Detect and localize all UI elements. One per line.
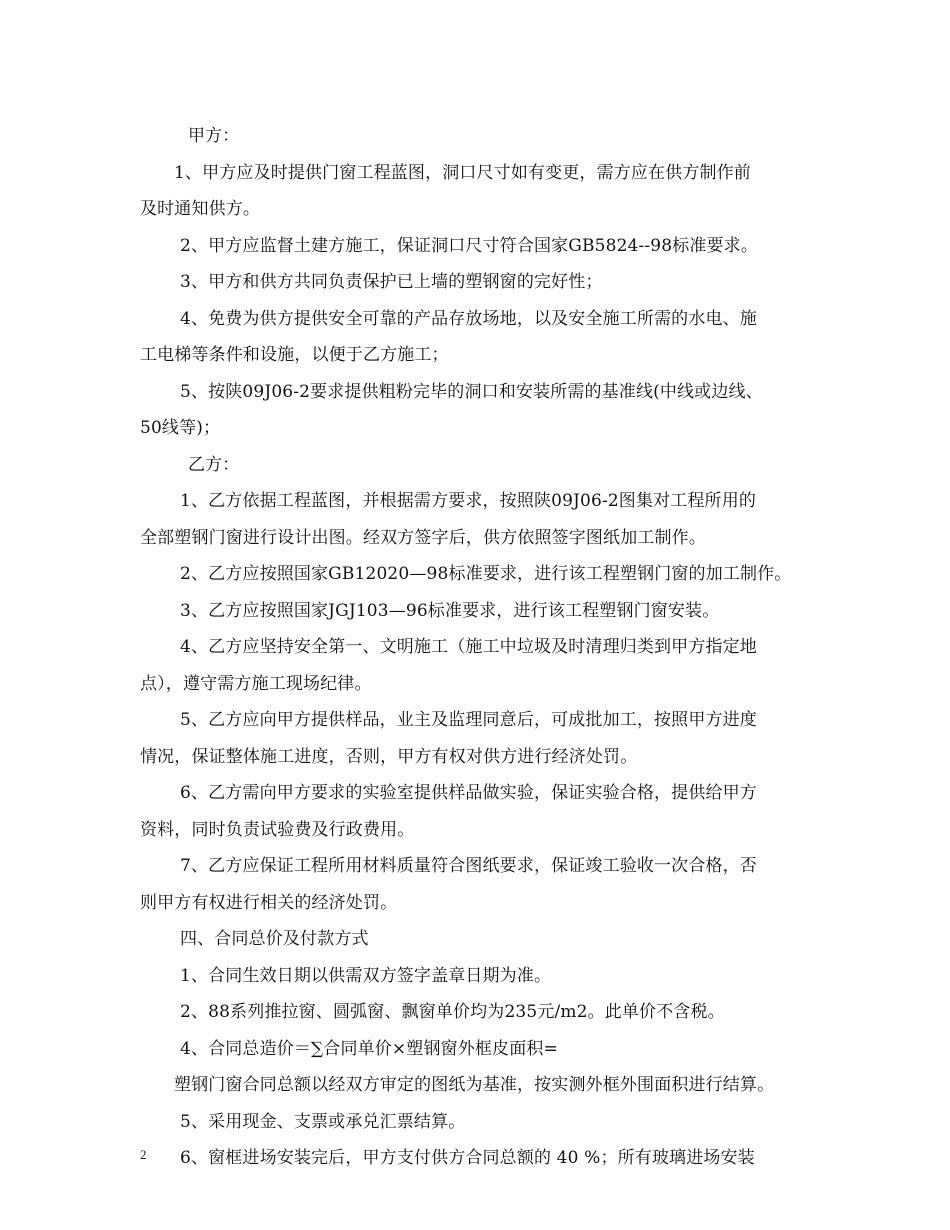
text-line: 工电梯等条件和设施，以便于乙方施工； xyxy=(140,345,449,365)
section-heading: 四、合同总价及付款方式 xyxy=(180,929,369,949)
text-line: 1、甲方应及时提供门窗工程蓝图，洞口尺寸如有变更，需方应在供方制作前 xyxy=(174,162,751,183)
text-line: 及时通知供方。 xyxy=(140,199,261,219)
text-line: 1、乙方依据工程蓝图，并根据需方要求，按照陕09J06-2图集对工程所用的 xyxy=(180,491,757,511)
text-line: 6、窗框进场安装完后，甲方支付供方合同总额的 40 %；所有玻璃进场安装 xyxy=(180,1148,755,1168)
text-line: 4、免费为供方提供安全可靠的产品存放场地，以及安全施工所需的水电、施 xyxy=(180,308,757,329)
text-line: 点），遵守需方施工现场纪律。 xyxy=(140,673,372,694)
heading-party-b: 乙方： xyxy=(188,454,240,475)
heading-party-a: 甲方： xyxy=(188,126,240,146)
text-line: 资料，同时负责试验费及行政费用。 xyxy=(140,819,415,840)
text-line: 5、按陕09J06-2要求提供粗粉完毕的洞口和安装所需的基准线(中线或边线、 xyxy=(180,381,763,402)
text-line: 2、乙方应按照国家GB12020—98标准要求，进行该工程塑钢门窗的加工制作。 xyxy=(180,564,792,584)
text-line: 3、乙方应按照国家JGJ103—96标准要求，进行该工程塑钢门窗安装。 xyxy=(180,600,720,621)
page-number: 2 xyxy=(140,1147,147,1162)
document-body xyxy=(140,118,820,1177)
text-line: 5、采用现金、支票或承兑汇票结算。 xyxy=(180,1111,466,1132)
text-line: 3、甲方和供方共同负责保护已上墙的塑钢窗的完好性； xyxy=(180,272,603,292)
text-line: 1、合同生效日期以供需双方签字盖章日期为准。 xyxy=(180,965,552,986)
text-line: 4、合同总造价＝∑合同单价×塑钢窗外框皮面积= xyxy=(180,1038,558,1059)
text-line: 则甲方有权进行相关的经济处罚。 xyxy=(140,892,398,913)
text-line: 7、乙方应保证工程所用材料质量符合图纸要求，保证竣工验收一次合格，否 xyxy=(180,856,757,876)
text-line: 4、乙方应坚持安全第一、文明施工（施工中垃圾及时清理归类到甲方指定地 xyxy=(180,637,757,657)
text-line: 全部塑钢门窗进行设计出图。经双方签字后，供方依照签字图纸加工制作。 xyxy=(140,527,706,548)
text-line: 2、88系列推拉窗、圆弧窗、飘窗单价均为235元/m2。此单价不含税。 xyxy=(180,1002,725,1022)
text-line: 50线等)； xyxy=(140,418,221,438)
text-line: 5、乙方应向甲方提供样品，业主及监理同意后，可成批加工，按照甲方进度 xyxy=(180,710,757,730)
text-line: 情况，保证整体施工进度，否则，甲方有权对供方进行经济处罚。 xyxy=(140,746,638,767)
text-line: 6、乙方需向甲方要求的实验室提供样品做实验，保证实验合格，提供给甲方 xyxy=(180,783,757,803)
text-line: 塑钢门窗合同总额以经双方审定的图纸为基准，按实测外框外围面积进行结算。 xyxy=(174,1075,775,1095)
text-line: 2、甲方应监督土建方施工，保证洞口尺寸符合国家GB5824--98标准要求。 xyxy=(180,235,758,256)
